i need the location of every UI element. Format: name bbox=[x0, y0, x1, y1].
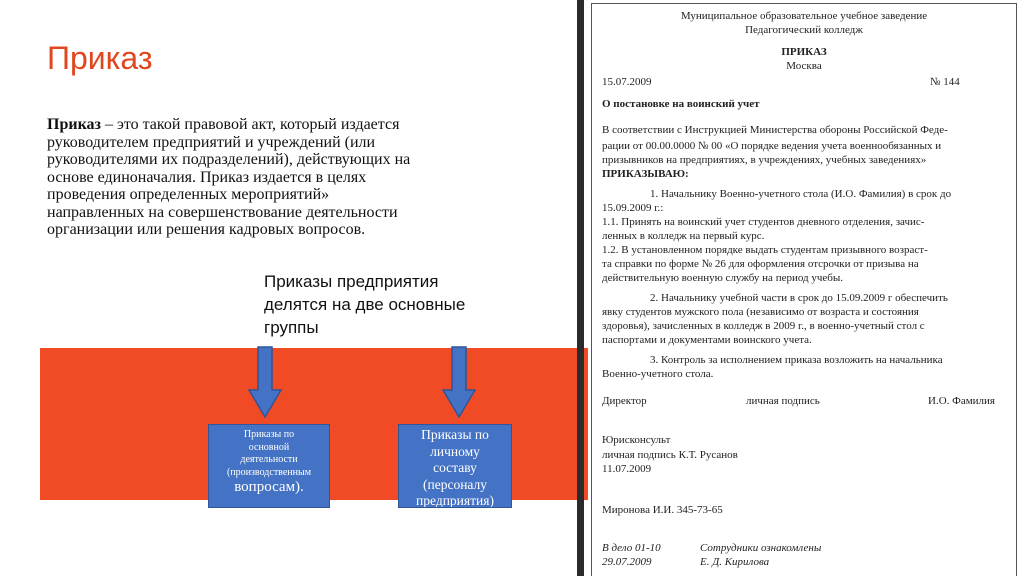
doc-executor: Миронова И.И. 345-73-65 bbox=[602, 504, 723, 516]
doc-text-line: паспортами и документами воинского учета. bbox=[602, 334, 812, 346]
definition-text bbox=[47, 116, 427, 239]
doc-text-line: явку студентов мужского пола (независимо от возраста и состояния bbox=[602, 306, 919, 318]
doc-text-line: 2. Начальнику учебной части в срок до 15.09.2009 г обеспечить bbox=[650, 292, 948, 304]
doc-lawyer-date: 11.07.2009 bbox=[602, 463, 652, 475]
order-document bbox=[591, 3, 1017, 576]
box-2-line: (персоналу bbox=[422, 476, 488, 492]
doc-director: Директор bbox=[602, 395, 647, 407]
definition-body: – это такой правовой акт, который издается руководителем предприятий и учреждений (или руководителями их подразделений), действующих на основе единоначалия. Приказ издается в целях проведения определенных мероприятий» направленных на совершенствование деятельности организации или решения кадровых вопросов. bbox=[47, 116, 411, 238]
doc-text-line: призывников на предприятиях, в учреждениях, учебных заведениях» bbox=[602, 154, 927, 166]
doc-text-line: 3. Контроль за исполнением приказа возложить на начальника bbox=[650, 354, 943, 366]
core-activity-orders-box bbox=[208, 424, 330, 508]
doc-text-line: та справки по форме № 26 для оформления отсрочки от призыва на bbox=[602, 258, 919, 270]
box-1-line: деятельности bbox=[240, 454, 298, 465]
down-arrow-icon bbox=[248, 346, 282, 418]
doc-city: Москва bbox=[786, 60, 822, 72]
doc-director-name: И.О. Фамилия bbox=[928, 395, 995, 407]
doc-file-date: 29.07.2009 bbox=[602, 556, 652, 568]
box-1-line: вопросам). bbox=[234, 479, 304, 495]
doc-text-line: 15.09.2009 г.: bbox=[602, 202, 664, 214]
personnel-orders-box bbox=[398, 424, 512, 508]
box-1-line: (производственным bbox=[226, 466, 312, 478]
box-1-line: основной bbox=[248, 441, 290, 453]
down-arrow-icon bbox=[442, 346, 476, 418]
box-2-line: Приказы по bbox=[421, 427, 489, 442]
box-2-line: личному bbox=[430, 443, 480, 459]
doc-text-line: 1.2. В установленном порядке выдать студентам призывного возраст- bbox=[602, 244, 928, 256]
divider-bar bbox=[577, 0, 584, 576]
doc-text-line: 1.1. Принять на воинский учет студентов дневного отделения, зачис- bbox=[602, 216, 925, 228]
doc-order-word: ПРИКАЗЫВАЮ: bbox=[602, 168, 689, 180]
box-2-line: составу bbox=[433, 460, 477, 475]
doc-signature: личная подпись bbox=[746, 395, 820, 407]
box-1-line: Приказы по bbox=[243, 429, 295, 440]
doc-text-line: 1. Начальнику Военно-учетного стола (И.О. Фамилия) в срок до bbox=[650, 188, 952, 200]
doc-ack: Сотрудники ознакомлены bbox=[700, 542, 822, 554]
box-2-line: предприятия) bbox=[416, 493, 494, 508]
doc-lawyer: Юрисконсульт bbox=[602, 434, 671, 446]
doc-text-line: В соответствии с Инструкцией Министерства обороны Российской Феде- bbox=[602, 124, 948, 136]
doc-file-note: В дело 01-10 bbox=[602, 542, 661, 554]
doc-text-line: действительную военную службу на период учебы. bbox=[602, 272, 844, 284]
doc-text-line: здоровья), зачисленных в колледж в 2009 г., в военно-учетный стол с bbox=[602, 320, 925, 332]
doc-org-line: Муниципальное образовательное учебное заведение bbox=[680, 10, 928, 22]
doc-ack-name: Е. Д. Кирилова bbox=[700, 556, 770, 568]
doc-org-line: Педагогический колледж bbox=[745, 24, 863, 36]
doc-number: № 144 bbox=[930, 76, 960, 88]
slide-title: Приказ bbox=[47, 40, 153, 76]
doc-text-line: ленных в колледж на первый курс. bbox=[602, 230, 765, 242]
doc-type: ПРИКАЗ bbox=[781, 46, 827, 58]
doc-text-line: рации от 00.00.0000 № 00 «О порядке ведения учета военнообязанных и bbox=[602, 140, 942, 152]
doc-text-line: Военно-учетного стола. bbox=[602, 368, 714, 380]
doc-subject: О постановке на воинский учет bbox=[602, 98, 760, 110]
doc-date: 15.07.2009 bbox=[602, 76, 652, 88]
definition-term: Приказ bbox=[47, 116, 101, 133]
doc-lawyer-sign: личная подпись К.Т. Русанов bbox=[602, 449, 738, 461]
groups-heading: Приказы предприятия делятся на две основные группы bbox=[264, 272, 466, 337]
